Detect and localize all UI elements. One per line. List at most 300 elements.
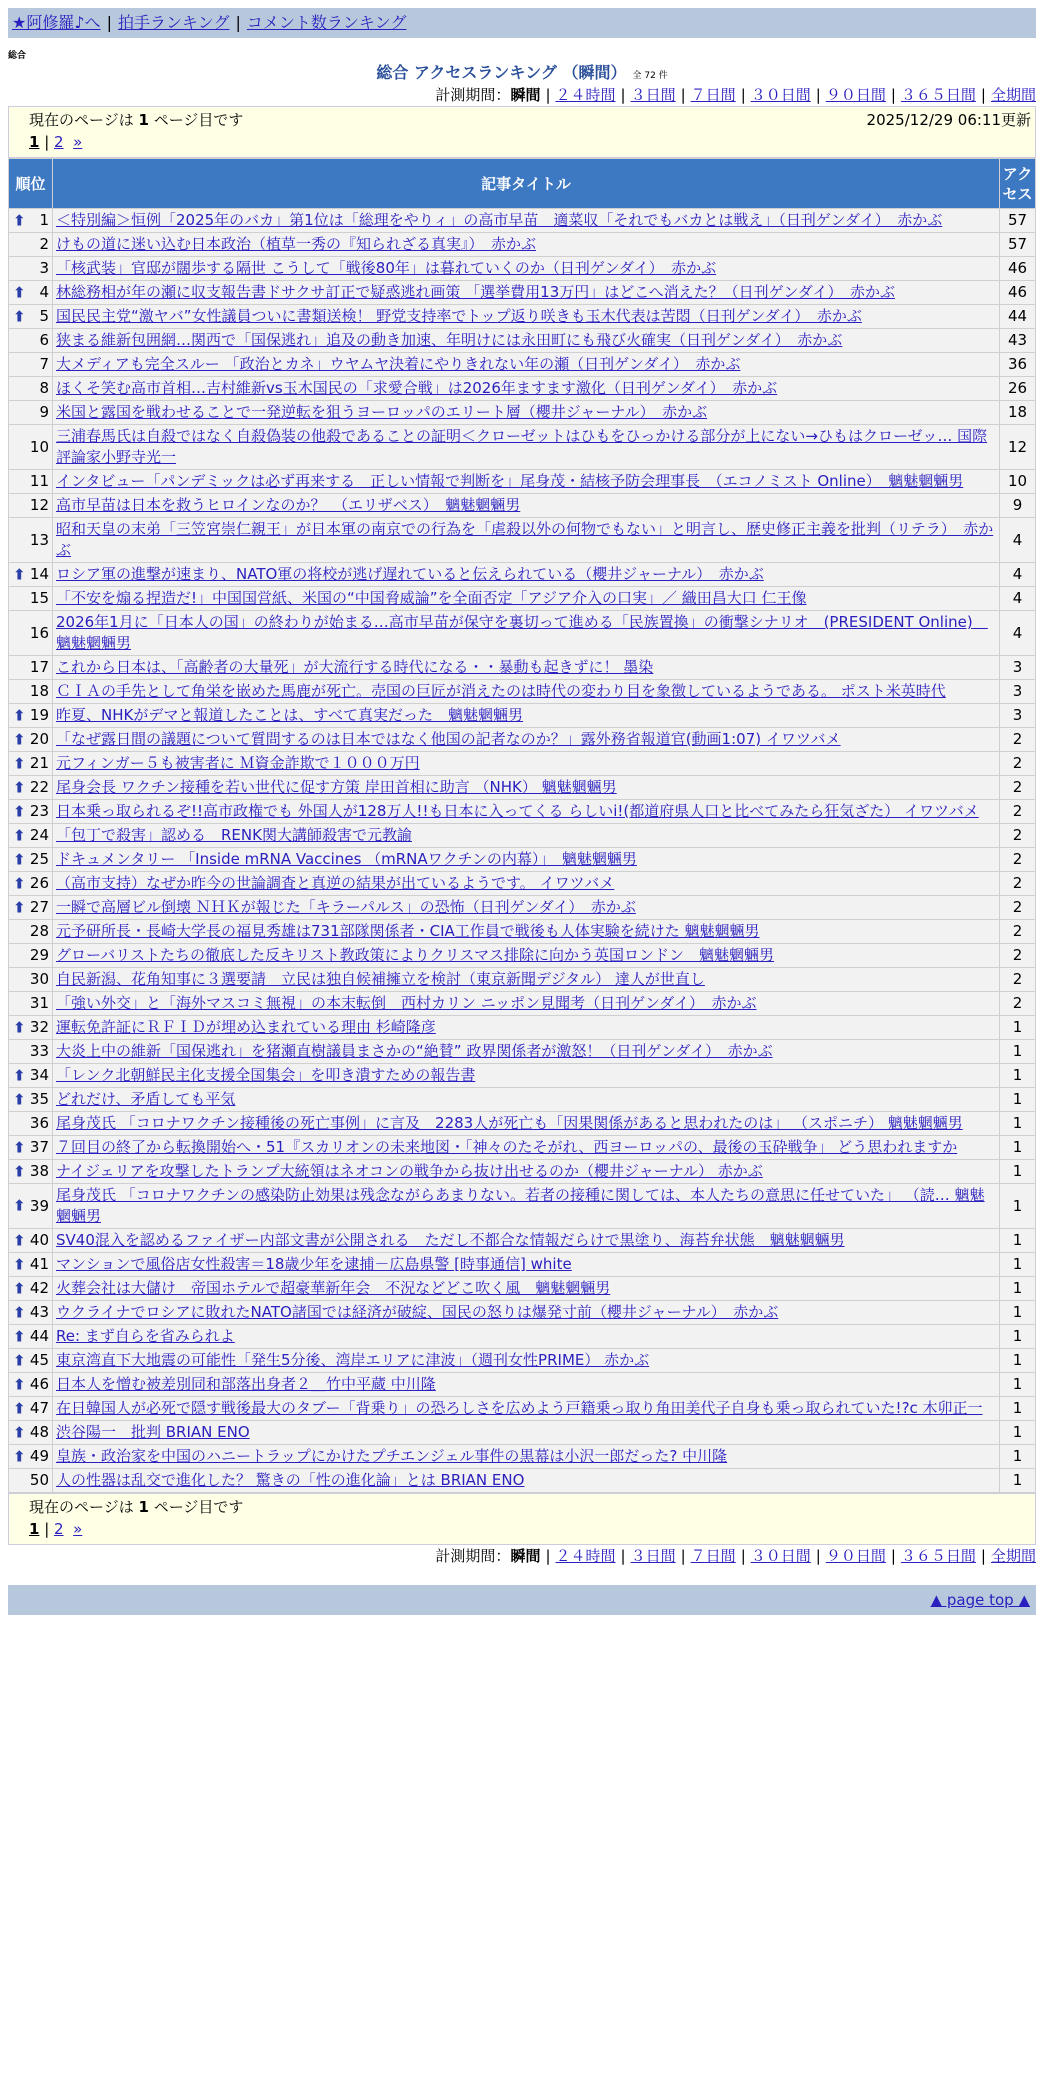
period-option-link[interactable]: ２４時間 bbox=[555, 1547, 616, 1565]
rank-cell bbox=[9, 776, 53, 800]
period-current: 瞬間 bbox=[510, 86, 541, 104]
table-row bbox=[9, 1445, 1036, 1469]
article-title-link[interactable]: （高市支持）なぜか昨今の世論調査と真逆の結果が出ているようです。 イワツバメ bbox=[56, 874, 615, 892]
table-row bbox=[9, 1229, 1036, 1253]
access-count: 3 bbox=[1000, 656, 1036, 680]
article-title-link[interactable]: 「核武装」官邸が闊歩する隔世 こうして「戦後80年」は暮れていくのか（日刊ゲンダイ） 赤かぶ bbox=[56, 259, 717, 277]
rank-up-arrow-icon: ⬆ bbox=[13, 1447, 26, 1465]
article-title-link[interactable]: グローバリストたちの徹底した反キリスト教政策によりクリスマス排除に向かう英国ロンドン 魑魅魍魎男 bbox=[56, 946, 775, 964]
access-count: 2 bbox=[1000, 968, 1036, 992]
title-cell bbox=[53, 401, 1000, 425]
table-row bbox=[9, 1112, 1036, 1136]
period-selector bbox=[8, 1545, 1036, 1567]
rank-up-arrow-icon: ⬆ bbox=[13, 778, 26, 796]
rank-cell bbox=[9, 1064, 53, 1088]
rank-number: 14 bbox=[29, 565, 49, 583]
rank-number: 25 bbox=[29, 850, 49, 868]
table-row bbox=[9, 257, 1036, 281]
rank-cell bbox=[9, 611, 53, 656]
title-cell bbox=[53, 1160, 1000, 1184]
rank-number: 49 bbox=[29, 1447, 49, 1465]
rank-up-arrow-icon: ⬆ bbox=[13, 211, 26, 229]
access-count: 1 bbox=[1000, 1229, 1036, 1253]
rank-cell bbox=[9, 872, 53, 896]
table-row bbox=[9, 680, 1036, 704]
table-row bbox=[9, 800, 1036, 824]
rank-cell bbox=[9, 1421, 53, 1445]
access-count: 2 bbox=[1000, 728, 1036, 752]
rank-cell bbox=[9, 1253, 53, 1277]
access-count: 1 bbox=[1000, 1253, 1036, 1277]
access-count: 1 bbox=[1000, 1277, 1036, 1301]
article-title-link[interactable]: けもの道に迷い込む日本政治（植草一秀の『知られざる真実』） 赤かぶ bbox=[56, 235, 537, 253]
rank-cell bbox=[9, 563, 53, 587]
rank-cell bbox=[9, 1160, 53, 1184]
rank-up-arrow-icon: ⬆ bbox=[13, 1279, 26, 1297]
article-title-link[interactable]: 「包丁で殺害」認める RENK関大講師殺害で元教諭 bbox=[56, 826, 412, 844]
article-title-link[interactable]: 日本人を憎む被差別同和部落出身者２＿竹中平蔵 中川隆 bbox=[56, 1375, 436, 1393]
rank-up-arrow-icon: ⬆ bbox=[13, 1351, 26, 1369]
table-row bbox=[9, 1253, 1036, 1277]
title-cell bbox=[53, 329, 1000, 353]
rank-number: 21 bbox=[29, 754, 49, 772]
access-count: 1 bbox=[1000, 1397, 1036, 1421]
rank-cell bbox=[9, 305, 53, 329]
article-title-link[interactable]: インタビュー「パンデミックは必ず再来する 正しい情報で判断を」尾身茂・結核予防会理事長 （エコノミスト Online） 魑魅魍魎男 bbox=[56, 472, 964, 490]
access-count: 4 bbox=[1000, 611, 1036, 656]
title-header: 記事タイトル bbox=[53, 159, 1000, 209]
access-count: 4 bbox=[1000, 518, 1036, 563]
article-title-link[interactable]: 在日韓国人が必死で隠す戦後最大のタブー「背乗り」の恐ろしさを広めよう戸籍乗っ取り角田美代子自身も乗っ取られていた!?c 木卯正一 bbox=[56, 1399, 983, 1417]
access-header: アクセス bbox=[1000, 159, 1036, 209]
article-title-link[interactable]: 「レンク北朝鮮民主化支援全国集会」を叩き潰すための報告書 bbox=[56, 1066, 476, 1084]
nav-separator: | bbox=[106, 13, 112, 32]
rank-cell bbox=[9, 1397, 53, 1421]
title-cell bbox=[53, 776, 1000, 800]
title-cell bbox=[53, 824, 1000, 848]
rank-number: 19 bbox=[29, 706, 49, 724]
access-count: 1 bbox=[1000, 1064, 1036, 1088]
table-row bbox=[9, 329, 1036, 353]
title-cell bbox=[53, 587, 1000, 611]
article-title-link[interactable]: 自民新潟、花角知事に３選要請 立民は独自候補擁立を検討（東京新聞デジタル） 達人が世直し bbox=[56, 970, 705, 988]
rank-number: 47 bbox=[29, 1399, 49, 1417]
title-cell bbox=[53, 209, 1000, 233]
period-option-link[interactable]: ２４時間 bbox=[555, 86, 616, 104]
page-links: 1 | 2 » bbox=[29, 133, 83, 151]
rank-cell bbox=[9, 896, 53, 920]
access-count: 43 bbox=[1000, 329, 1036, 353]
title-cell bbox=[53, 680, 1000, 704]
top-nav bbox=[8, 8, 1036, 38]
rank-number: 24 bbox=[29, 826, 49, 844]
rank-number: 23 bbox=[29, 802, 49, 820]
rank-number: 17 bbox=[29, 658, 49, 676]
section-label: 総合 bbox=[8, 51, 27, 61]
article-title-link[interactable]: 米国と露国を戦わせることで一発逆転を狙うヨーロッパのエリート層（櫻井ジャーナル） 赤かぶ bbox=[56, 403, 708, 421]
access-count: 3 bbox=[1000, 704, 1036, 728]
article-title-link[interactable]: 昨夏、NHKがデマと報道したことは、すべて真実だった 魑魅魍魎男 bbox=[56, 706, 524, 724]
title-cell bbox=[53, 896, 1000, 920]
title-cell bbox=[53, 1040, 1000, 1064]
rank-up-arrow-icon: ⬆ bbox=[13, 1423, 26, 1441]
title-cell bbox=[53, 1373, 1000, 1397]
rank-up-arrow-icon: ⬆ bbox=[13, 898, 26, 916]
rank-number: 41 bbox=[29, 1255, 49, 1273]
period-option-link[interactable]: ３０日間 bbox=[750, 1547, 811, 1565]
period-current: 瞬間 bbox=[510, 1547, 541, 1565]
title-cell bbox=[53, 1421, 1000, 1445]
title-cell bbox=[53, 1184, 1000, 1229]
article-title-link[interactable]: 大メディアも完全スルー 「政治とカネ」ウヤムヤ決着にやりきれない年の瀬（日刊ゲンダイ） 赤かぶ bbox=[56, 355, 741, 373]
article-title-link[interactable]: ナイジェリアを攻撃したトランプ大統領はネオコンの戦争から抜け出せるのか（櫻井ジャーナル） 赤かぶ bbox=[56, 1162, 763, 1180]
table-row bbox=[9, 1088, 1036, 1112]
rank-cell bbox=[9, 992, 53, 1016]
rank-number: 48 bbox=[29, 1423, 49, 1441]
rank-cell bbox=[9, 587, 53, 611]
article-title-link[interactable]: 人の性器は乱交で進化した？ 驚きの「性の進化論」とは BRIAN ENO bbox=[56, 1471, 525, 1489]
article-title-link[interactable]: 東京湾直下大地震の可能性「発生5分後、湾岸エリアに津波」（週刊女性PRIME） 赤かぶ bbox=[56, 1351, 650, 1369]
table-row bbox=[9, 587, 1036, 611]
access-count: 3 bbox=[1000, 680, 1036, 704]
rank-number: 10 bbox=[29, 437, 49, 456]
rank-cell bbox=[9, 1112, 53, 1136]
period-option-link[interactable]: ３６５日間 bbox=[900, 86, 976, 104]
access-count: 2 bbox=[1000, 848, 1036, 872]
rank-cell bbox=[9, 1277, 53, 1301]
rank-up-arrow-icon: ⬆ bbox=[13, 1018, 26, 1036]
article-title-link[interactable]: 林総務相が年の瀬に収支報告書ドサクサ訂正で疑惑逃れ画策 「選挙費用13万円」はどこへ消えた？（日刊ゲンダイ） 赤かぶ bbox=[56, 283, 895, 301]
article-title-link[interactable]: 日本乗っ取られるぞ!!高市政権でも 外国人が128万人!!も日本に入ってくる らしいi!(都道府県人口と比べてみたら狂気ざた） イワツバメ bbox=[56, 802, 979, 820]
access-count: 1 bbox=[1000, 1040, 1036, 1064]
rank-up-arrow-icon: ⬆ bbox=[13, 1066, 26, 1084]
rank-cell bbox=[9, 377, 53, 401]
period-separator: | bbox=[680, 86, 686, 104]
page-2-link[interactable]: 2 bbox=[54, 133, 64, 151]
article-title-link[interactable]: 大炎上中の維新「国保逃れ」を猪瀬直樹議員まさかの“絶賛” 政界関係者が激怒！（日刊ゲンダイ） 赤かぶ bbox=[56, 1042, 773, 1060]
rank-cell bbox=[9, 1040, 53, 1064]
period-option-link[interactable]: 全期間 bbox=[990, 86, 1036, 104]
table-row bbox=[9, 1064, 1036, 1088]
access-count: 1 bbox=[1000, 1325, 1036, 1349]
rank-number: 12 bbox=[29, 496, 49, 514]
article-title-link[interactable]: ほくそ笑む高市首相…吉村維新vs玉木国民の「求愛合戦」は2026年ますます激化（日刊ゲンダイ） 赤かぶ bbox=[56, 379, 778, 397]
rank-number: 28 bbox=[29, 922, 49, 940]
article-title-link[interactable]: 国民民主党“激ヤバ”女性議員ついに書類送検！ 野党支持率でトップ返り咲きも玉木代表は苦悶（日刊ゲンダイ） 赤かぶ bbox=[56, 307, 862, 325]
table-row bbox=[9, 848, 1036, 872]
table-row bbox=[9, 425, 1036, 470]
access-count: 1 bbox=[1000, 1421, 1036, 1445]
rank-cell bbox=[9, 1373, 53, 1397]
article-title-link[interactable]: 元フィンガー５も被害者に Ｍ資金詐欺で１０００万円 bbox=[56, 754, 420, 772]
period-option-link[interactable]: ９０日間 bbox=[825, 1547, 886, 1565]
table-row bbox=[9, 1373, 1036, 1397]
rank-number: 29 bbox=[29, 946, 49, 964]
period-option-link[interactable]: ７日間 bbox=[690, 1547, 736, 1565]
period-label: 計測期間： bbox=[435, 1547, 511, 1565]
article-title-link[interactable]: 昭和天皇の末弟「三笠宮崇仁親王」が日本軍の南京での行為を「虐殺以外の何物でもない」と明言し、歴史修正主義を批判（リテラ） 赤かぶ bbox=[56, 520, 994, 559]
rank-number: 31 bbox=[29, 994, 49, 1012]
period-separator: | bbox=[740, 86, 746, 104]
access-count: 1 bbox=[1000, 1136, 1036, 1160]
rank-number: 40 bbox=[29, 1231, 49, 1249]
rank-cell bbox=[9, 848, 53, 872]
access-count: 1 bbox=[1000, 1349, 1036, 1373]
page-top-link[interactable]: ▲ page top ▲ bbox=[930, 1591, 1030, 1609]
rank-number: 32 bbox=[29, 1018, 49, 1036]
access-count: 57 bbox=[1000, 209, 1036, 233]
period-separator: | bbox=[980, 1547, 986, 1565]
article-title-link[interactable]: ロシア軍の進撃が速まり、NATO軍の将校が逃げ遅れていると伝えられている（櫻井ジャーナル） 赤かぶ bbox=[56, 565, 764, 583]
article-title-link[interactable]: 「強い外交」と「海外マスコミ無視」の本末転倒 西村カリン ニッポン見聞考（日刊ゲンダイ） 赤かぶ bbox=[56, 994, 757, 1012]
clap-ranking-link[interactable]: 拍手ランキング bbox=[117, 13, 230, 32]
rank-number: 36 bbox=[29, 1114, 49, 1132]
rank-cell bbox=[9, 329, 53, 353]
rank-cell bbox=[9, 1469, 53, 1493]
article-title-link[interactable]: SV40混入を認めるファイザー内部文書が公開される ただし不都合な情報だらけで黒塗り、海苔弁状態 魑魅魍魎男 bbox=[56, 1231, 845, 1249]
rank-number: 27 bbox=[29, 898, 49, 916]
table-row bbox=[9, 752, 1036, 776]
period-option-link[interactable]: 全期間 bbox=[990, 1547, 1036, 1565]
title-cell bbox=[53, 281, 1000, 305]
page-links: 1 | 2 » bbox=[29, 1520, 83, 1538]
table-row bbox=[9, 563, 1036, 587]
rank-header: 順位 bbox=[9, 159, 53, 209]
rank-up-arrow-icon: ⬆ bbox=[13, 307, 26, 325]
period-separator: | bbox=[620, 86, 626, 104]
rank-up-arrow-icon: ⬆ bbox=[13, 1255, 26, 1273]
access-count: 12 bbox=[1000, 425, 1036, 470]
table-row bbox=[9, 776, 1036, 800]
rank-number: 8 bbox=[39, 379, 49, 397]
title-cell bbox=[53, 1064, 1000, 1088]
table-row bbox=[9, 1325, 1036, 1349]
rank-cell bbox=[9, 680, 53, 704]
access-count: 9 bbox=[1000, 494, 1036, 518]
rank-cell bbox=[9, 944, 53, 968]
rank-number: 50 bbox=[29, 1471, 49, 1489]
table-row bbox=[9, 518, 1036, 563]
table-row bbox=[9, 1421, 1036, 1445]
period-separator: | bbox=[545, 86, 551, 104]
period-label: 計測期間： bbox=[435, 86, 511, 104]
rank-number: 34 bbox=[29, 1066, 49, 1084]
table-row bbox=[9, 209, 1036, 233]
table-row bbox=[9, 401, 1036, 425]
rank-up-arrow-icon: ⬆ bbox=[13, 850, 26, 868]
period-separator: | bbox=[545, 1547, 551, 1565]
article-title-link[interactable]: これから日本は、「高齢者の大量死」が大流行する時代になる・・暴動も起きずに！ 墨染 bbox=[56, 658, 654, 676]
table-row bbox=[9, 896, 1036, 920]
article-title-link[interactable]: 元予研所長・長崎大学長の福見秀雄は731部隊関係者・CIA工作員で戦後も人体実験を続けた 魑魅魍魎男 bbox=[56, 922, 760, 940]
current-page-text: 現在のページは 1 ページ目です bbox=[29, 111, 244, 129]
table-row bbox=[9, 281, 1036, 305]
article-title-link[interactable]: 火葬会社は大儲け 帝国ホテルで超豪華新年会 不況などどこ吹く風 魑魅魍魎男 bbox=[56, 1279, 611, 1297]
period-option-link[interactable]: ３日間 bbox=[630, 1547, 676, 1565]
next-page-link[interactable]: » bbox=[73, 133, 83, 151]
table-row bbox=[9, 1277, 1036, 1301]
rank-cell bbox=[9, 470, 53, 494]
access-count: 44 bbox=[1000, 305, 1036, 329]
rank-cell bbox=[9, 233, 53, 257]
rank-cell bbox=[9, 1088, 53, 1112]
rank-number: 20 bbox=[29, 730, 49, 748]
period-separator: | bbox=[815, 1547, 821, 1565]
rank-cell bbox=[9, 824, 53, 848]
period-selector bbox=[8, 84, 1036, 106]
nav-separator: | bbox=[235, 13, 241, 32]
article-title-link[interactable]: 渋谷陽一 批判 BRIAN ENO bbox=[56, 1423, 250, 1441]
rank-cell bbox=[9, 1184, 53, 1229]
page-1-current: 1 bbox=[29, 1520, 40, 1538]
title-cell bbox=[53, 872, 1000, 896]
title-cell bbox=[53, 968, 1000, 992]
period-option-link[interactable]: ３６５日間 bbox=[900, 1547, 976, 1565]
rank-cell bbox=[9, 656, 53, 680]
period-option-link[interactable]: ３０日間 bbox=[750, 86, 811, 104]
access-count: 2 bbox=[1000, 872, 1036, 896]
article-title-link[interactable]: 皇族・政治家を中国のハニートラップにかけたプチエンジェル事件の黒幕は小沢一郎だった? 中川隆 bbox=[56, 1447, 728, 1465]
rank-up-arrow-icon: ⬆ bbox=[13, 754, 26, 772]
article-title-link[interactable]: 運転免許証にＲＦＩＤが埋め込まれている理由 杉崎隆彦 bbox=[56, 1018, 436, 1036]
rank-cell bbox=[9, 704, 53, 728]
rank-cell bbox=[9, 920, 53, 944]
article-title-link[interactable]: 2026年1月に「日本人の国」の終わりが始まる…高市早苗が保守を裏切って進める「民族置換」の衝撃シナリオ (PRESIDENT Online) 魑魅魍魎男 bbox=[56, 613, 988, 652]
rank-number: 16 bbox=[29, 623, 49, 642]
rank-number: 33 bbox=[29, 1042, 49, 1060]
article-title-link[interactable]: 「不安を煽る捏造だ!」中国国営紙、米国の“中国脅威論”を全面否定「アジア介入の口実」／ 織田昌大口 仁王像 bbox=[56, 589, 807, 607]
article-title-link[interactable]: ＜特別編＞恒例「2025年のバカ」第1位は「総理をやりィ」の高市早苗 適菜収「それでもバカとは戦え」（日刊ゲンダイ） 赤かぶ bbox=[56, 211, 943, 229]
period-separator: | bbox=[815, 86, 821, 104]
table-row bbox=[9, 728, 1036, 752]
rank-up-arrow-icon: ⬆ bbox=[13, 730, 26, 748]
period-separator: | bbox=[620, 1547, 626, 1565]
rank-up-arrow-icon: ⬆ bbox=[13, 1090, 26, 1108]
title-cell bbox=[53, 728, 1000, 752]
title-cell bbox=[53, 494, 1000, 518]
page-title: 総合 アクセスランキング （瞬間） bbox=[376, 63, 627, 82]
rank-up-arrow-icon: ⬆ bbox=[13, 802, 26, 820]
rank-cell bbox=[9, 1016, 53, 1040]
article-title-link[interactable]: 尾身会長 ワクチン接種を若い世代に促す方策 岸田首相に助言 （NHK） 魑魅魍魎男 bbox=[56, 778, 617, 796]
title-cell bbox=[53, 704, 1000, 728]
title-cell bbox=[53, 1253, 1000, 1277]
access-count: 1 bbox=[1000, 1160, 1036, 1184]
access-count: 2 bbox=[1000, 800, 1036, 824]
rank-cell bbox=[9, 281, 53, 305]
article-title-link[interactable]: ７回目の終了から転換開始へ・51『スカリオンの未来地図・「神々のたそがれ、西ヨーロッパの、最後の玉砕戦争」 どう思われますか bbox=[56, 1138, 958, 1156]
table-row bbox=[9, 992, 1036, 1016]
table-row bbox=[9, 704, 1036, 728]
title-cell bbox=[53, 1277, 1000, 1301]
rank-up-arrow-icon: ⬆ bbox=[13, 1399, 26, 1417]
rank-cell bbox=[9, 401, 53, 425]
rank-cell bbox=[9, 968, 53, 992]
period-option-link[interactable]: ９０日間 bbox=[825, 86, 886, 104]
title-cell bbox=[53, 1016, 1000, 1040]
rank-number: 4 bbox=[39, 283, 49, 301]
table-row bbox=[9, 1301, 1036, 1325]
period-separator: | bbox=[740, 1547, 746, 1565]
article-title-link[interactable]: 「なぜ露日間の議題について質問するのは日本ではなく他国の記者なのか？」露外務省報道官(動画1:07) イワツバメ bbox=[56, 730, 841, 748]
rank-up-arrow-icon: ⬆ bbox=[13, 1375, 26, 1393]
page-2-link[interactable]: 2 bbox=[54, 1520, 64, 1538]
article-title-link[interactable]: 高市早苗は日本を救うヒロインなのか？ （エリザベス） 魑魅魍魎男 bbox=[56, 496, 521, 514]
rank-cell bbox=[9, 257, 53, 281]
rank-up-arrow-icon: ⬆ bbox=[13, 1138, 26, 1156]
table-row bbox=[9, 1016, 1036, 1040]
article-title-link[interactable]: マンションで風俗店女性殺害＝18歳少年を逮捕－広島県警 [時事通信] white bbox=[56, 1255, 572, 1273]
title-cell bbox=[53, 848, 1000, 872]
table-row bbox=[9, 233, 1036, 257]
article-title-link[interactable]: 尾身茂氏 「コロナワクチン接種後の死亡事例」に言及 2283人が死亡も「因果関係があると思われたのは」 （スポニチ） 魑魅魍魎男 bbox=[56, 1114, 963, 1132]
ranking-rows bbox=[9, 209, 1036, 1493]
rank-number: 11 bbox=[29, 472, 49, 490]
next-page-link[interactable]: » bbox=[73, 1520, 83, 1538]
title-cell bbox=[53, 920, 1000, 944]
page-title-row bbox=[8, 62, 1036, 84]
rank-up-arrow-icon: ⬆ bbox=[13, 1231, 26, 1249]
article-title-link[interactable]: ドキュメンタリー 「Inside mRNA Vaccines （mRNAワクチンの内幕）」 魑魅魍魎男 bbox=[56, 850, 637, 868]
period-option-link[interactable]: ３日間 bbox=[630, 86, 676, 104]
article-title-link[interactable]: 尾身茂氏 「コロナワクチンの感染防止効果は残念ながらあまりない。若者の接種に関しては、本人たちの意思に任せていた」 （読… 魑魅魍魎男 bbox=[56, 1186, 985, 1225]
article-title-link[interactable]: ＣＩＡの手先として角栄を嵌めた馬鹿が死亡。売国の巨匠が消えたのは時代の変わり目を象徴しているようである。 ポスト米英時代 bbox=[56, 682, 946, 700]
rank-cell bbox=[9, 1325, 53, 1349]
home-link[interactable]: ★阿修羅♪へ bbox=[12, 13, 101, 32]
rank-number: 1 bbox=[39, 211, 49, 229]
article-title-link[interactable]: Re: まず自らを省みられよ bbox=[56, 1327, 235, 1345]
title-cell bbox=[53, 470, 1000, 494]
period-separator: | bbox=[680, 1547, 686, 1565]
rank-number: 26 bbox=[29, 874, 49, 892]
article-title-link[interactable]: 三浦春馬氏は自殺ではなく自殺偽装の他殺であることの証明＜クローゼットはひもをひっかける部分が上にない→ひもはクローゼッ… 国際評論家小野寺光一 bbox=[56, 427, 988, 466]
table-row bbox=[9, 305, 1036, 329]
pager-bottom bbox=[8, 1493, 1036, 1545]
rank-cell bbox=[9, 1301, 53, 1325]
rank-number: 2 bbox=[39, 235, 49, 253]
table-row bbox=[9, 611, 1036, 656]
access-count: 2 bbox=[1000, 752, 1036, 776]
rank-number: 5 bbox=[39, 307, 49, 325]
rank-cell bbox=[9, 752, 53, 776]
title-cell bbox=[53, 1112, 1000, 1136]
rank-up-arrow-icon: ⬆ bbox=[13, 1303, 26, 1321]
article-title-link[interactable]: 一瞬で高層ビル倒壊 ＮＨＫが報じた「キラーパルス」の恐怖（日刊ゲンダイ） 赤かぶ bbox=[56, 898, 636, 916]
access-count: 1 bbox=[1000, 1469, 1036, 1493]
access-count: 57 bbox=[1000, 233, 1036, 257]
table-row bbox=[9, 944, 1036, 968]
rank-number: 3 bbox=[39, 259, 49, 277]
rank-number: 9 bbox=[39, 403, 49, 421]
title-cell bbox=[53, 944, 1000, 968]
access-count: 1 bbox=[1000, 1184, 1036, 1229]
rank-up-arrow-icon: ⬆ bbox=[13, 706, 26, 724]
table-row bbox=[9, 353, 1036, 377]
access-count: 1 bbox=[1000, 1016, 1036, 1040]
table-row bbox=[9, 470, 1036, 494]
rank-up-arrow-icon: ⬆ bbox=[13, 565, 26, 583]
period-option-link[interactable]: ７日間 bbox=[690, 86, 736, 104]
title-cell bbox=[53, 1229, 1000, 1253]
comment-ranking-link[interactable]: コメント数ランキング bbox=[246, 13, 407, 32]
article-title-link[interactable]: どれだけ、矛盾しても平気 bbox=[56, 1090, 236, 1108]
title-cell bbox=[53, 1349, 1000, 1373]
article-title-link[interactable]: ウクライナでロシアに敗れたNATO諸国では経済が破綻、国民の怒りは爆発寸前（櫻井ジャーナル） 赤かぶ bbox=[56, 1303, 779, 1321]
access-count: 46 bbox=[1000, 281, 1036, 305]
access-count: 2 bbox=[1000, 944, 1036, 968]
title-cell bbox=[53, 1325, 1000, 1349]
article-title-link[interactable]: 狭まる維新包囲網…関西で「国保逃れ」追及の動き加速、年明けには永田町にも飛び火確実（日刊ゲンダイ） 赤かぶ bbox=[56, 331, 843, 349]
